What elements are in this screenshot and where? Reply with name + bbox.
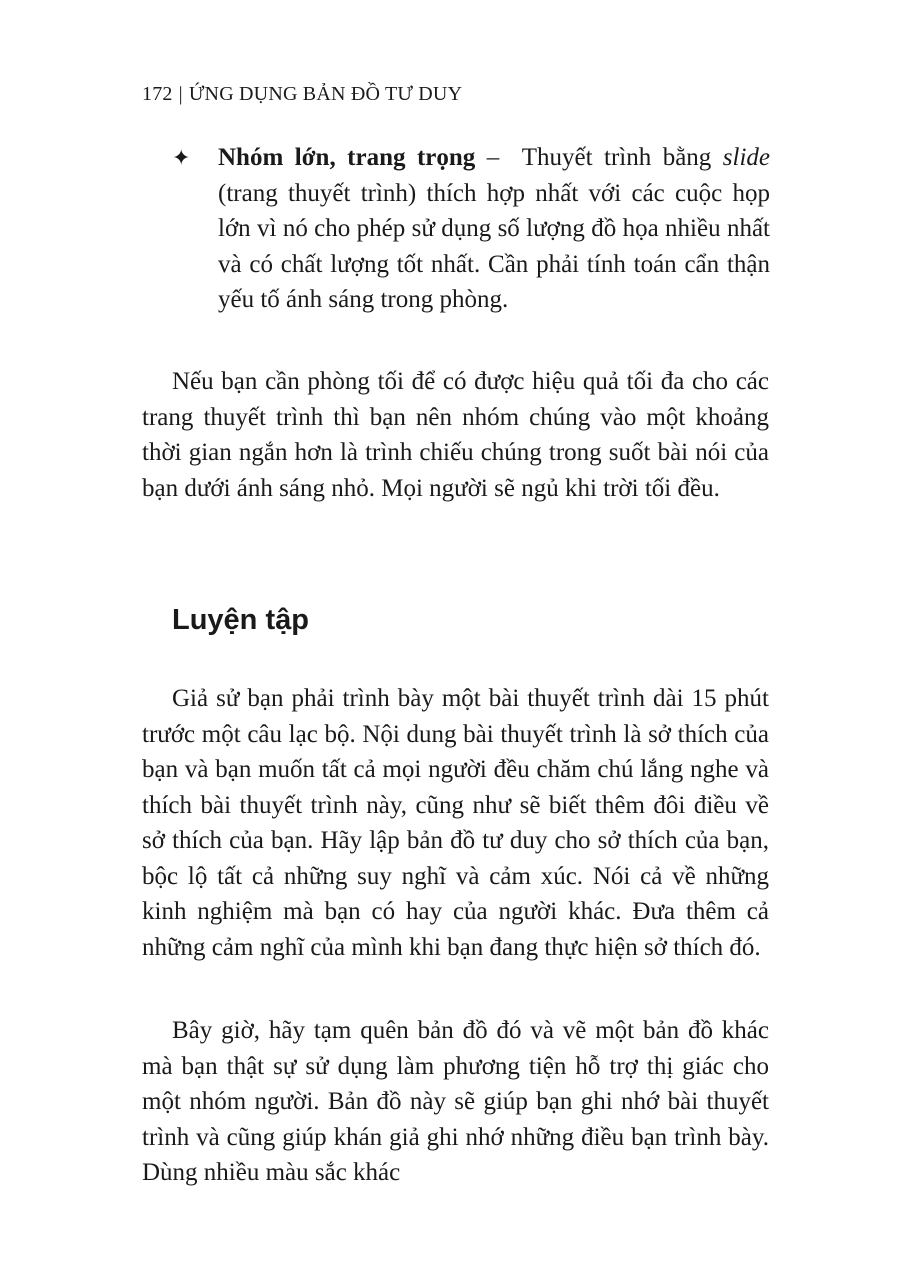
bullet-dash: – Thuyết trình bằng — [475, 144, 723, 171]
paragraph-dark-room: Nếu bạn cần phòng tối để có được hiệu quả tối đa cho các trang thuyết trình thì bạn nên nhóm chúng vào một khoảng thời gian ngắn hơn là trình chiếu chúng trong suốt bài nói của bạn dưới ánh sáng nhỏ. Mọi người sẽ ngủ khi trời tối đều. — [142, 368, 769, 502]
book-title: ỨNG DỤNG BẢN ĐỒ TƯ DUY — [188, 83, 463, 105]
page-number: 172 — [142, 83, 173, 105]
header-separator: | — [178, 83, 183, 105]
bullet-text — [218, 140, 770, 318]
paragraph-exercise: Giả sử bạn phải trình bày một bài thuyết trình dài 15 phút trước một câu lạc bộ. Nội dung bài thuyết trình là sở thích của bạn và bạn muốn tất cả mọi người đều chăm chú lắng nghe và thích bài thuyết trình này, cũng như sẽ biết thêm đôi điều về sở thích của bạn. Hãy lập bản đồ tư duy cho sở thích của bạn, bộc lộ tất cả những suy nghĩ và cảm xúc. Nói cả về những kinh nghiệm mà bạn có hay của người khác. Đưa thêm cả những cảm nghĩ của mình khi bạn đang thực hiện sở thích đó. — [142, 685, 769, 961]
bullet-label: Nhóm lớn, trang trọng — [218, 144, 476, 171]
section-heading: Luyện tập — [172, 604, 309, 636]
bullet-italic-word: slide — [722, 144, 770, 171]
paragraph-second-map: Bây giờ, hãy tạm quên bản đồ đó và vẽ một bản đồ khác mà bạn thật sự sử dụng làm phương tiện hỗ trợ thị giác cho một nhóm người. Bản đồ này sẽ giúp bạn ghi nhớ bài thuyết trình và cũng giúp khán giả ghi nhớ những điều bạn trình bày. Dùng nhiều màu sắc khác — [142, 1017, 769, 1186]
running-header — [142, 80, 462, 108]
four-point-star-icon: ✦ — [172, 145, 191, 170]
bullet-rest: (trang thuyết trình) thích hợp nhất với các cuộc họp lớn vì nó cho phép sử dụng số lượng đồ họa nhiều nhất và có chất lượng tốt nhất. Cần phải tính toán cẩn thận yếu tố ánh sáng trong phòng. — [218, 179, 770, 313]
